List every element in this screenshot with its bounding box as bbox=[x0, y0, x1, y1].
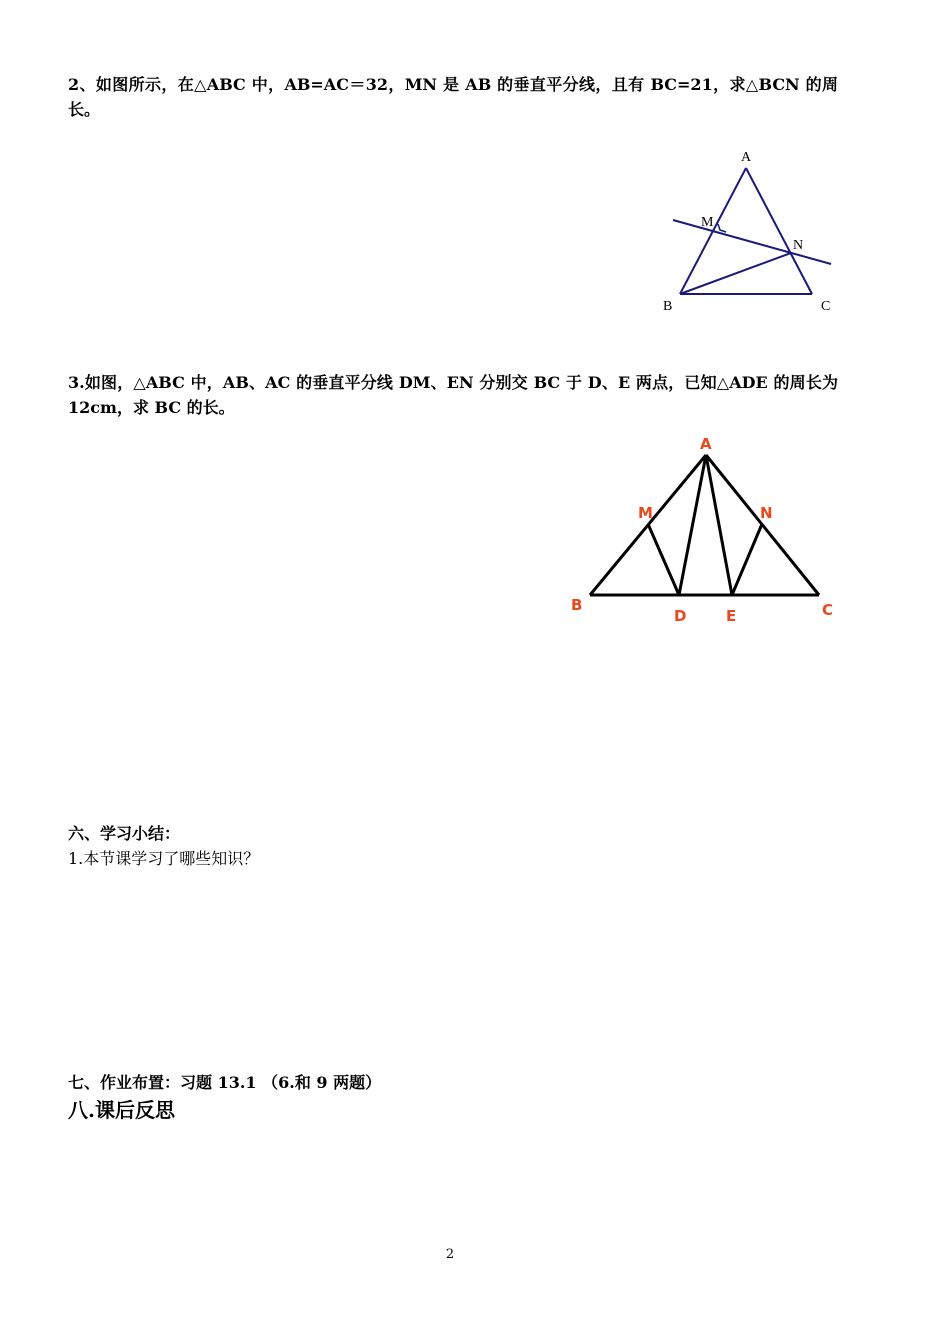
label-n: N bbox=[760, 504, 773, 522]
label-m: M bbox=[638, 504, 653, 522]
label-m: M bbox=[701, 215, 714, 230]
figure-triangle-abc-two-bisectors bbox=[560, 430, 850, 630]
label-b: B bbox=[571, 596, 583, 614]
figure-triangle-abc-perpendicular-bisector bbox=[650, 140, 850, 325]
question-3-text: 3.如图，△ABC 中，AB、AC 的垂直平分线 DM、EN 分别交 BC 于 D、E 两点，已知△ADE 的周长为 12cm，求 BC 的长。 bbox=[68, 373, 838, 417]
label-c: C bbox=[821, 299, 831, 314]
page-number: 2 bbox=[445, 1247, 455, 1262]
section-6-heading: 六、学习小结： bbox=[68, 824, 181, 843]
label-n: N bbox=[793, 238, 804, 253]
segment-en bbox=[732, 524, 762, 595]
segment-ac bbox=[746, 168, 812, 294]
line-mn bbox=[673, 220, 831, 264]
question-2-text: 2、如图所示，在△ABC 中，AB=AC＝32，MN 是 AB 的垂直平分线，且有 BC=21，求△BCN 的周长。 bbox=[68, 75, 838, 119]
segment-bn bbox=[680, 253, 791, 294]
section-8-heading: 八.课后反思 bbox=[68, 1098, 175, 1122]
label-a: A bbox=[741, 150, 752, 165]
label-d: D bbox=[674, 607, 687, 625]
label-b: B bbox=[663, 299, 673, 314]
section-7-heading: 七、作业布置：习题 13.1 （6.和 9 两题） bbox=[68, 1073, 382, 1092]
label-a: A bbox=[700, 435, 712, 453]
segment-ad bbox=[679, 455, 706, 595]
segment-dm bbox=[648, 524, 679, 595]
right-angle-mark bbox=[718, 224, 726, 232]
label-c: C bbox=[822, 601, 834, 619]
label-e: E bbox=[726, 607, 737, 625]
section-6-question-1: 1.本节课学习了哪些知识？ bbox=[68, 849, 260, 868]
segment-ae bbox=[706, 455, 732, 595]
